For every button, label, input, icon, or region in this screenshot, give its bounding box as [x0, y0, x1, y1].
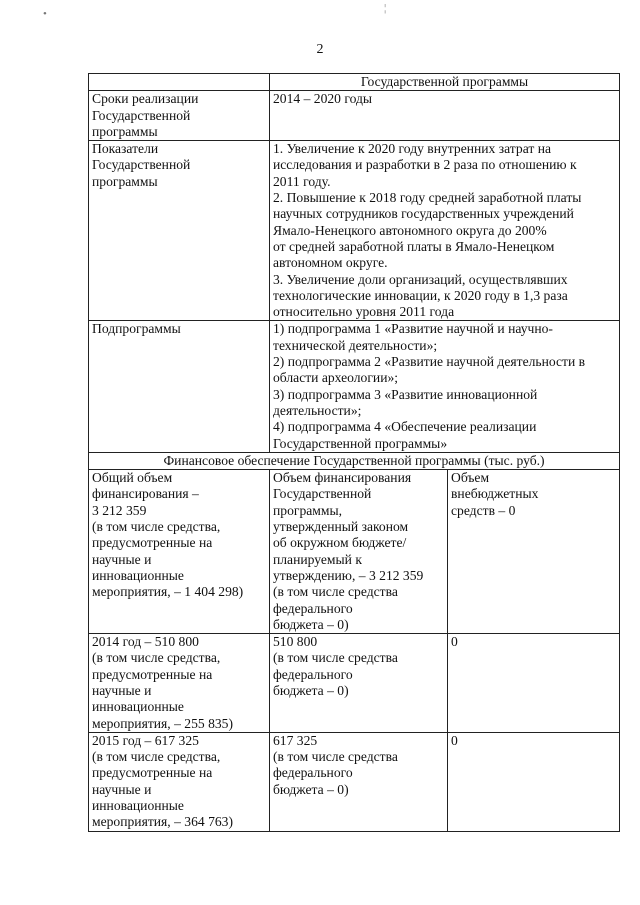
table-row: [89, 470, 620, 634]
indicator-item: 1. Увеличение к 2020 году внутренних затрат на исследования и разработки в 2 раза по отношению к 2011 году.: [273, 141, 577, 189]
subprogram-item: 3) подпрограмма 3 «Развитие инновационной деятельности»;: [273, 386, 538, 418]
year-total-cell: 2014 год – 510 800 (в том числе средства, предусмотренные на научные и инновационные мероприятия, – 255 835): [89, 634, 270, 733]
passport-table: [88, 73, 620, 832]
year-program-cell: 617 325 (в том числе средства федерального бюджета – 0): [270, 732, 448, 831]
indicator-item: 3. Увеличение доли организаций, осуществлявших технологические инновации, к 2020 году в 1,3 раза относительно уровня 2011 года: [273, 271, 568, 320]
page-number: 2: [316, 42, 324, 57]
table-row: [89, 141, 620, 321]
financing-total-cell: Общий объем финансирования – 3 212 359 (в том числе средства, предусмотренные на научные и инновационные мероприятия, – 1 404 298): [89, 470, 270, 634]
year-program-cell: 510 800 (в том числе средства федерального бюджета – 0): [270, 634, 448, 733]
terms-label: Сроки реализации Государственной программы: [89, 91, 270, 141]
financing-extrabudget-cell: Объем внебюджетных средств – 0: [448, 470, 620, 634]
year-extrabudget-cell: 0: [448, 634, 620, 733]
subprograms-label: Подпрограммы: [89, 321, 270, 452]
scan-mark: ¦: [384, 2, 387, 14]
header-right-cell: Государственной программы: [270, 74, 620, 91]
table-row: [89, 452, 620, 469]
table-row: [89, 74, 620, 91]
year-extrabudget-cell: 0: [448, 732, 620, 831]
indicators-value: [270, 141, 620, 321]
financing-title: Финансовое обеспечение Государственной программы (тыс. руб.): [89, 452, 620, 469]
table-row: [89, 732, 620, 831]
header-left-cell: [89, 74, 270, 91]
subprogram-item: 1) подпрограмма 1 «Развитие научной и научно- технической деятельности»;: [273, 321, 553, 353]
subprogram-item: 2) подпрограмма 2 «Развитие научной деятельности в области археологии»;: [273, 354, 586, 386]
year-total-cell: 2015 год – 617 325 (в том числе средства, предусмотренные на научные и инновационные мероприятия, – 364 763): [89, 732, 270, 831]
table-row: [89, 321, 620, 452]
indicators-label: Показатели Государственной программы: [89, 141, 270, 321]
subprogram-item: 4) подпрограмма 4 «Обеспечение реализации Государственной программы»: [273, 419, 537, 451]
terms-value: 2014 – 2020 годы: [270, 91, 620, 141]
financing-program-cell: Объем финансирования Государственной программы, утвержденный законом об окружном бюджете/ планируемый к утверждению, – 3 212 359 (в том числе средства федерального бюджета – 0): [270, 470, 448, 634]
subprograms-value: [270, 321, 620, 452]
indicator-item: 2. Повышение к 2018 году средней заработной платы научных сотрудников государственных учреждений Ямало-Ненецкого автономного округа до 200% от средней заработной платы в Ямало-Ненецком автономном округе.: [273, 190, 582, 271]
table-row: [89, 634, 620, 733]
scan-mark: •: [43, 8, 47, 20]
table-row: [89, 91, 620, 141]
